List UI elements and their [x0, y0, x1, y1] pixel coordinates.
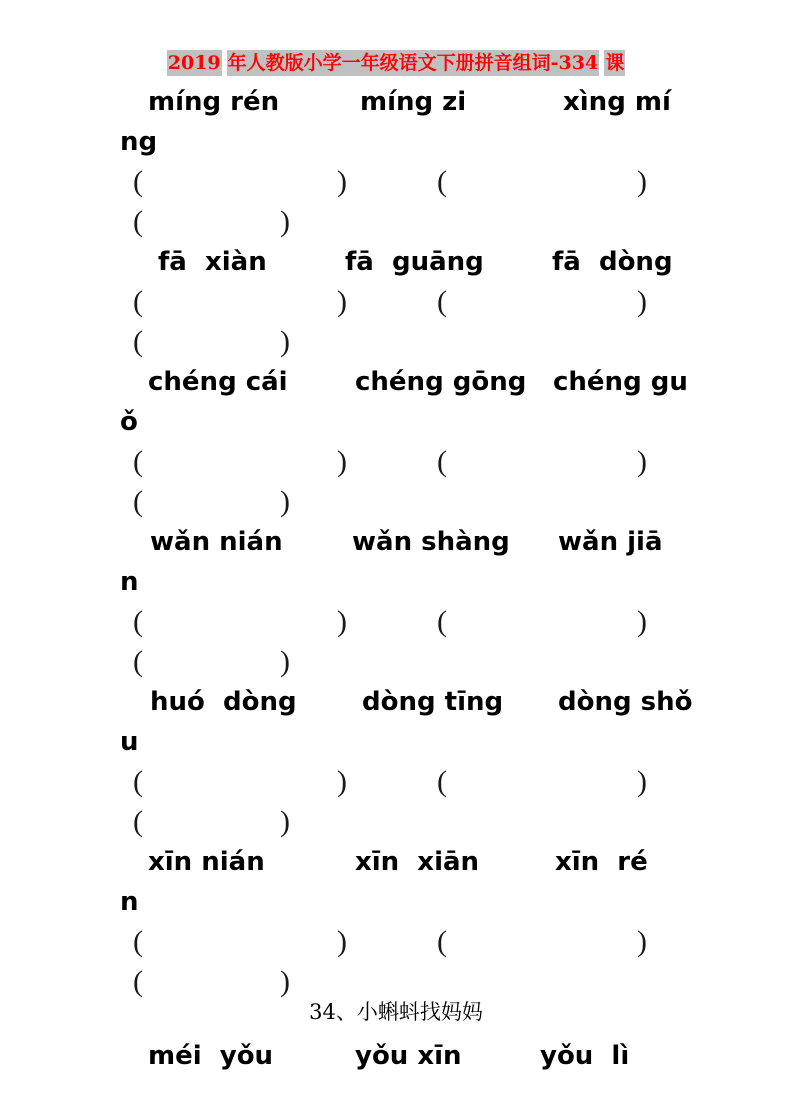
pinyin-wrap-row-6 — [0, 882, 792, 922]
pinyin-wrap-syllable: n — [120, 567, 139, 597]
paren-open: ( — [133, 925, 143, 958]
blank-parens-row-a-4 — [0, 602, 792, 642]
pinyin-word: xīn nián — [148, 847, 265, 877]
paren-open: ( — [133, 285, 143, 318]
paren-open: ( — [133, 485, 143, 518]
blank-parens-row-b-6 — [0, 962, 792, 1002]
paren-open: ( — [133, 605, 143, 638]
paren-close: ) — [337, 445, 347, 478]
paren-open: ( — [133, 805, 143, 838]
pinyin-word: huó dòng — [150, 687, 297, 717]
title-run-lesson: 课 — [605, 52, 625, 74]
paren-close: ) — [637, 285, 647, 318]
pinyin-word: fā guāng — [345, 247, 484, 277]
blank-parens-row-b-5 — [0, 802, 792, 842]
document-title — [0, 42, 792, 82]
paren-open: ( — [133, 205, 143, 238]
paren-close: ) — [637, 165, 647, 198]
pinyin-word: xīn ré — [555, 847, 648, 877]
paren-open: ( — [437, 765, 447, 798]
pinyin-wrap-syllable: ǒ — [120, 407, 138, 437]
paren-open: ( — [133, 445, 143, 478]
pinyin-word: míng zi — [360, 87, 467, 117]
paren-close: ) — [337, 605, 347, 638]
pinyin-row-3 — [0, 362, 792, 402]
paren-close: ) — [280, 485, 290, 518]
paren-close: ) — [337, 765, 347, 798]
paren-open: ( — [437, 285, 447, 318]
blank-parens-row-a-1 — [0, 162, 792, 202]
pinyin-wrap-row-5 — [0, 722, 792, 762]
pinyin-word: míng rén — [148, 87, 280, 117]
paren-open: ( — [437, 925, 447, 958]
pinyin-word: wǎn shàng — [352, 527, 510, 557]
title-run-year: 2019 — [167, 52, 221, 74]
blank-parens-row-b-2 — [0, 322, 792, 362]
paren-close: ) — [280, 645, 290, 678]
paren-open: ( — [437, 445, 447, 478]
pinyin-word: xīn xiān — [355, 847, 480, 877]
pinyin-word: yǒu xīn — [355, 1041, 462, 1071]
paren-close: ) — [280, 205, 290, 238]
pinyin-word: dòng shǒ — [558, 687, 693, 717]
pinyin-row-6 — [0, 842, 792, 882]
paren-close: ) — [337, 165, 347, 198]
paren-open: ( — [133, 325, 143, 358]
pinyin-wrap-row-4 — [0, 562, 792, 602]
paren-close: ) — [637, 765, 647, 798]
paren-open: ( — [133, 645, 143, 678]
pinyin-word: fā xiàn — [158, 247, 267, 277]
pinyin-word: wǎn jiā — [558, 527, 663, 557]
pinyin-word: wǎn nián — [150, 527, 283, 557]
pinyin-word: chéng gu — [553, 367, 688, 397]
blank-parens-row-a-2 — [0, 282, 792, 322]
blank-parens-row-b-4 — [0, 642, 792, 682]
pinyin-row-7 — [0, 1036, 792, 1076]
pinyin-word: xìng mí — [563, 87, 671, 117]
paren-close: ) — [637, 445, 647, 478]
paren-open: ( — [437, 605, 447, 638]
paren-close: ) — [280, 805, 290, 838]
paren-close: ) — [637, 605, 647, 638]
blank-parens-row-b-1 — [0, 202, 792, 242]
pinyin-wrap-row-1 — [0, 122, 792, 162]
pinyin-row-1 — [0, 82, 792, 122]
pinyin-wrap-syllable: u — [120, 727, 139, 757]
blank-parens-row-b-3 — [0, 482, 792, 522]
blank-parens-row-a-6 — [0, 922, 792, 962]
blank-parens-row-a-3 — [0, 442, 792, 482]
pinyin-wrap-row-3 — [0, 402, 792, 442]
pinyin-row-2 — [0, 242, 792, 282]
blank-parens-row-a-5 — [0, 762, 792, 802]
paren-close: ) — [337, 925, 347, 958]
pinyin-word: dòng tīng — [362, 687, 504, 717]
pinyin-word: chéng gōng — [355, 367, 527, 397]
pinyin-row-4 — [0, 522, 792, 562]
title-run-main: 年人教版小学一年级语文下册拼音组词-334 — [227, 52, 599, 74]
paren-close: ) — [280, 325, 290, 358]
paren-open: ( — [437, 165, 447, 198]
section-header: 34、小蝌蚪找妈妈 — [309, 1000, 483, 1024]
pinyin-wrap-syllable: n — [120, 887, 139, 917]
paren-close: ) — [637, 925, 647, 958]
pinyin-word: méi yǒu — [148, 1041, 274, 1071]
pinyin-row-5 — [0, 682, 792, 722]
pinyin-word: fā dòng — [552, 247, 673, 277]
paren-open: ( — [133, 165, 143, 198]
paren-close: ) — [280, 965, 290, 998]
paren-open: ( — [133, 965, 143, 998]
pinyin-word: yǒu lì — [540, 1041, 630, 1071]
paren-open: ( — [133, 765, 143, 798]
pinyin-wrap-syllable: ng — [120, 127, 158, 157]
paren-close: ) — [337, 285, 347, 318]
pinyin-word: chéng cái — [148, 367, 288, 397]
